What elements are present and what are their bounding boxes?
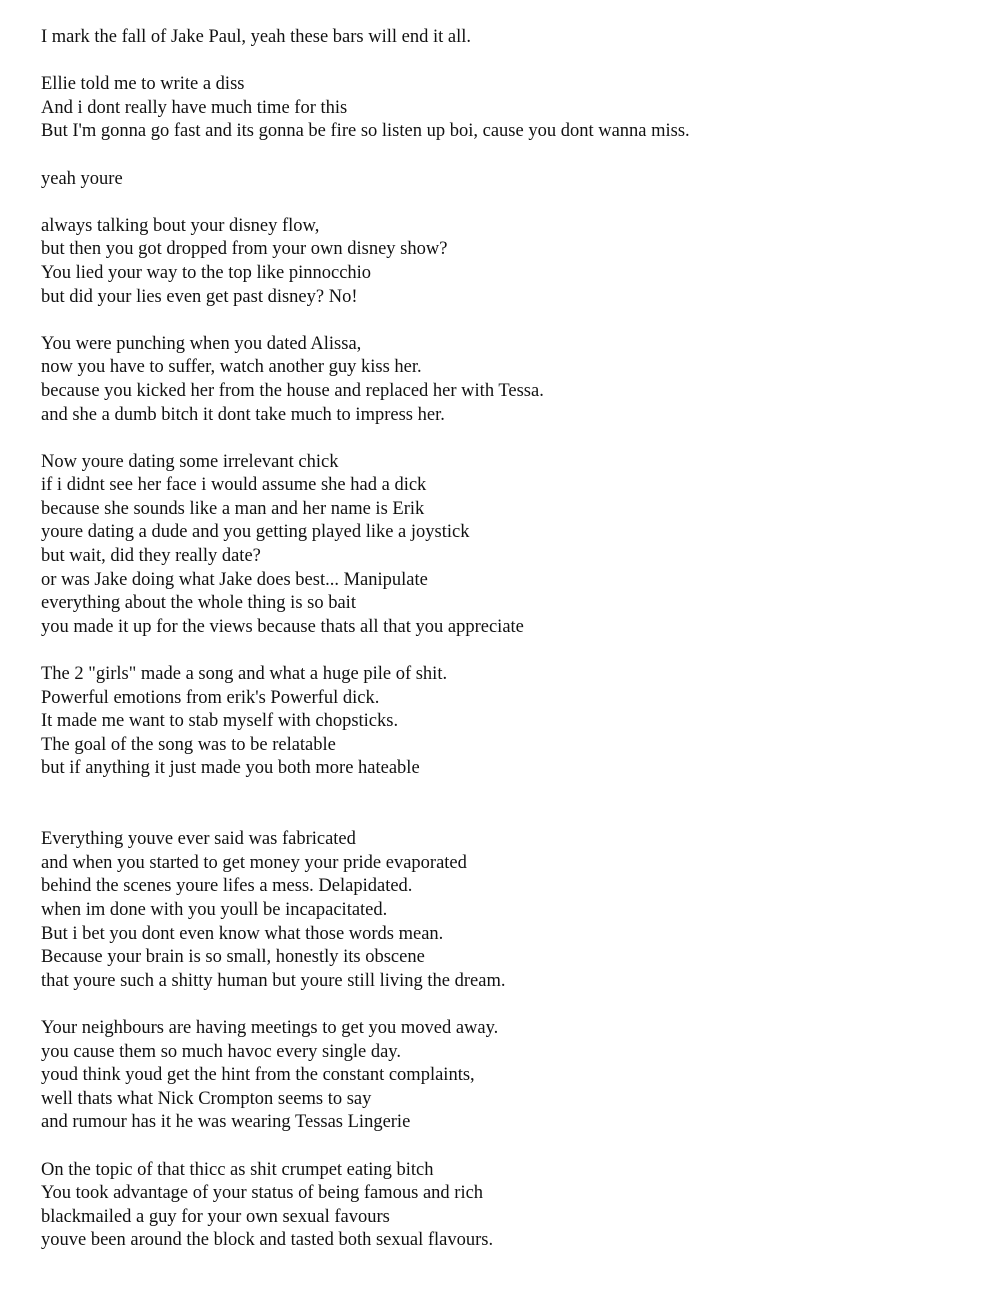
blank-line — [41, 50, 981, 74]
text-line: Everything youve ever said was fabricated — [41, 829, 356, 850]
text-line: You took advantage of your status of being famous and rich — [41, 1183, 484, 1204]
text-line: behind the scenes youre lifes a mess. Delapidated. — [41, 876, 413, 897]
blank-line — [41, 191, 981, 215]
text-line: because she sounds like a man and her name is Erik — [41, 498, 425, 519]
text-line: you cause them so much havoc every single day. — [41, 1041, 401, 1062]
text-line: but then you got dropped from your own disney show? — [41, 239, 448, 260]
text-line: when im done with you youll be incapacitated. — [41, 899, 388, 920]
text-line: that youre such a shitty human but youre still living the dream. — [41, 970, 506, 991]
text-line: Because your brain is so small, honestly its obscene — [41, 947, 425, 968]
text-line: if i didnt see her face i would assume she had a dick — [41, 475, 427, 496]
blank-line — [41, 427, 981, 451]
text-line: blackmailed a guy for your own sexual favours — [41, 1206, 390, 1227]
text-line: The goal of the song was to be relatable — [41, 734, 336, 755]
text-line: You were punching when you dated Alissa, — [41, 333, 362, 354]
text-line: You lied your way to the top like pinnocchio — [41, 262, 372, 283]
text-line: and when you started to get money your pride evaporated — [41, 852, 467, 873]
blank-line — [41, 144, 981, 168]
text-line: yeah youre — [41, 168, 123, 189]
text-line: Powerful emotions from erik's Powerful dick. — [41, 687, 380, 708]
text-line: but wait, did they really date? — [41, 546, 261, 567]
text-line: Your neighbours are having meetings to get you moved away. — [41, 1017, 499, 1038]
text-line: youd think youd get the hint from the constant complaints, — [41, 1065, 475, 1086]
blank-line — [41, 781, 981, 805]
text-line: or was Jake doing what Jake does best... Manipulate — [41, 569, 428, 590]
text-line: and rumour has it he was wearing Tessas Lingerie — [41, 1112, 411, 1133]
blank-line — [41, 993, 981, 1017]
text-line: you made it up for the views because thats all that you appreciate — [41, 616, 524, 637]
text-line: well thats what Nick Crompton seems to say — [41, 1088, 372, 1109]
text-line: I mark the fall of Jake Paul, yeah these bars will end it all. — [41, 27, 471, 47]
text-line: The 2 "girls" made a song and what a huge pile of shit. — [41, 664, 448, 685]
text-line: but if anything it just made you both more hateable — [41, 758, 420, 779]
text-line: Now youre dating some irrelevant chick — [41, 451, 339, 472]
text-line: youre dating a dude and you getting played like a joystick — [41, 522, 470, 543]
blank-line — [41, 639, 981, 663]
text-line: But i bet you dont even know what those words mean. — [41, 923, 444, 944]
text-line: But I'm gonna go fast and its gonna be fire so listen up boi, cause you dont wanna miss. — [41, 121, 690, 142]
text-line: And i dont really have much time for this — [41, 97, 348, 118]
blank-line — [41, 805, 981, 829]
blank-line — [41, 1135, 981, 1159]
text-line: everything about the whole thing is so bait — [41, 593, 356, 614]
document-body — [41, 26, 981, 1253]
text-line: and she a dumb bitch it dont take much to impress her. — [41, 404, 445, 425]
blank-line — [41, 309, 981, 333]
text-line: On the topic of that thicc as shit crumpet eating bitch — [41, 1159, 434, 1180]
text-line: Ellie told me to write a diss — [41, 74, 245, 95]
text-line: but did your lies even get past disney? No! — [41, 286, 358, 307]
text-line: youve been around the block and tasted both sexual flavours. — [41, 1230, 494, 1251]
text-line: now you have to suffer, watch another guy kiss her. — [41, 357, 422, 378]
text-line: because you kicked her from the house and replaced her with Tessa. — [41, 380, 544, 401]
text-line: It made me want to stab myself with chopsticks. — [41, 711, 399, 732]
text-line: always talking bout your disney flow, — [41, 215, 320, 236]
